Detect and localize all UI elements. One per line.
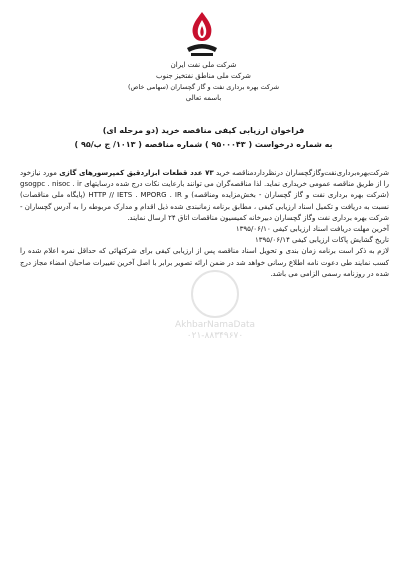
tender-subject: ۷۳ عدد قطعات ابزاردقیق کمپرسورهای گازی: [59, 169, 214, 177]
watermark-phone: ۰۲۱-۸۸۳۴۹۶۷۰: [186, 331, 244, 341]
opening-date-line: تاریخ گشایش پاکات ارزیابی کیفی ۱۳۹۵/۰۶/۱۴: [255, 236, 389, 245]
organization-header: [40, 60, 367, 104]
watermark: [170, 270, 260, 342]
body-paragraph-1: [20, 168, 389, 224]
invocation-line: باسمه تعالی: [185, 94, 222, 102]
nioc-logo-icon: [179, 10, 225, 58]
tender-title: [20, 124, 387, 152]
org-line-nioc: شرکت ملی نفت ایران: [170, 61, 237, 69]
watermark-text: AkhbarNamaData: [174, 320, 256, 330]
tender-title-line-2: به شماره درخواست ( ۹۵۰۰۰۴۳ ) شماره مناقصه ( ۱۰۱۳/ ج ب/۹۵ ): [74, 140, 333, 149]
tender-title-line-1: فراخوان ارزیابی کیفی مناقصه خرید (دو مرحله ای): [102, 126, 305, 135]
body-rest-text: مورد نیازخود را از طریق مناقصه عمومی خریداری نماید. لذا مناقصه‌گران می توانند بارعایت نکات درج شده درسایتهای gsogpc . nisoc . ir (شرکت بهره برداری نفت و گاز گچساران - بخش‌مزایده ومناقصه) و HTTP // IETS . MPORG . IR (پایگاه ملی مناقصات) نسبت به دریافت و تکمیل اسناد ارزیابی کیفی ، مطابق برنامه زمانبندی شده ذیل اقدام و مدارک مربوطه را به آدرس گچساران - شرکت بهره برداری نفت وگاز گچساران دبیرخانه کمیسیون مناقصات اتاق ۲۴ ارسال نمایند.: [20, 169, 390, 222]
org-line-nisoc: شرکت ملی مناطق نفتخیز جنوب: [156, 72, 251, 80]
body-lead-text: شرکت‌بهره‌برداری‌نفت‌وگازگچساران درنظردارد‌مناقصه خرید: [216, 169, 389, 177]
body-paragraph-last: لازم به ذکر است برنامه زمان بندی و تحویل اسناد مناقصه پس از ارزیابی کیفی برای شرکتهائی که حداقل نمره اعلام شده را کسب نمایند طی دعوت نامه اطلاع رسانی خواهد شد در ضمن ارائه تصویر برابر با اصل آخرین تغییرات صاحبان امضاء مجاز درج شده در روزنامه رسمی الزامی می باشد.: [20, 247, 389, 278]
deadline-line: آخرین مهلت دریافت اسناد ارزیابی کیفی ۱۳۹۵/۰۶/۱۰: [235, 225, 389, 234]
tender-body: [20, 168, 389, 280]
org-line-gachsaran: شرکت بهره برداری نفت و گاز گچساران (سهامی خاص): [127, 83, 280, 91]
